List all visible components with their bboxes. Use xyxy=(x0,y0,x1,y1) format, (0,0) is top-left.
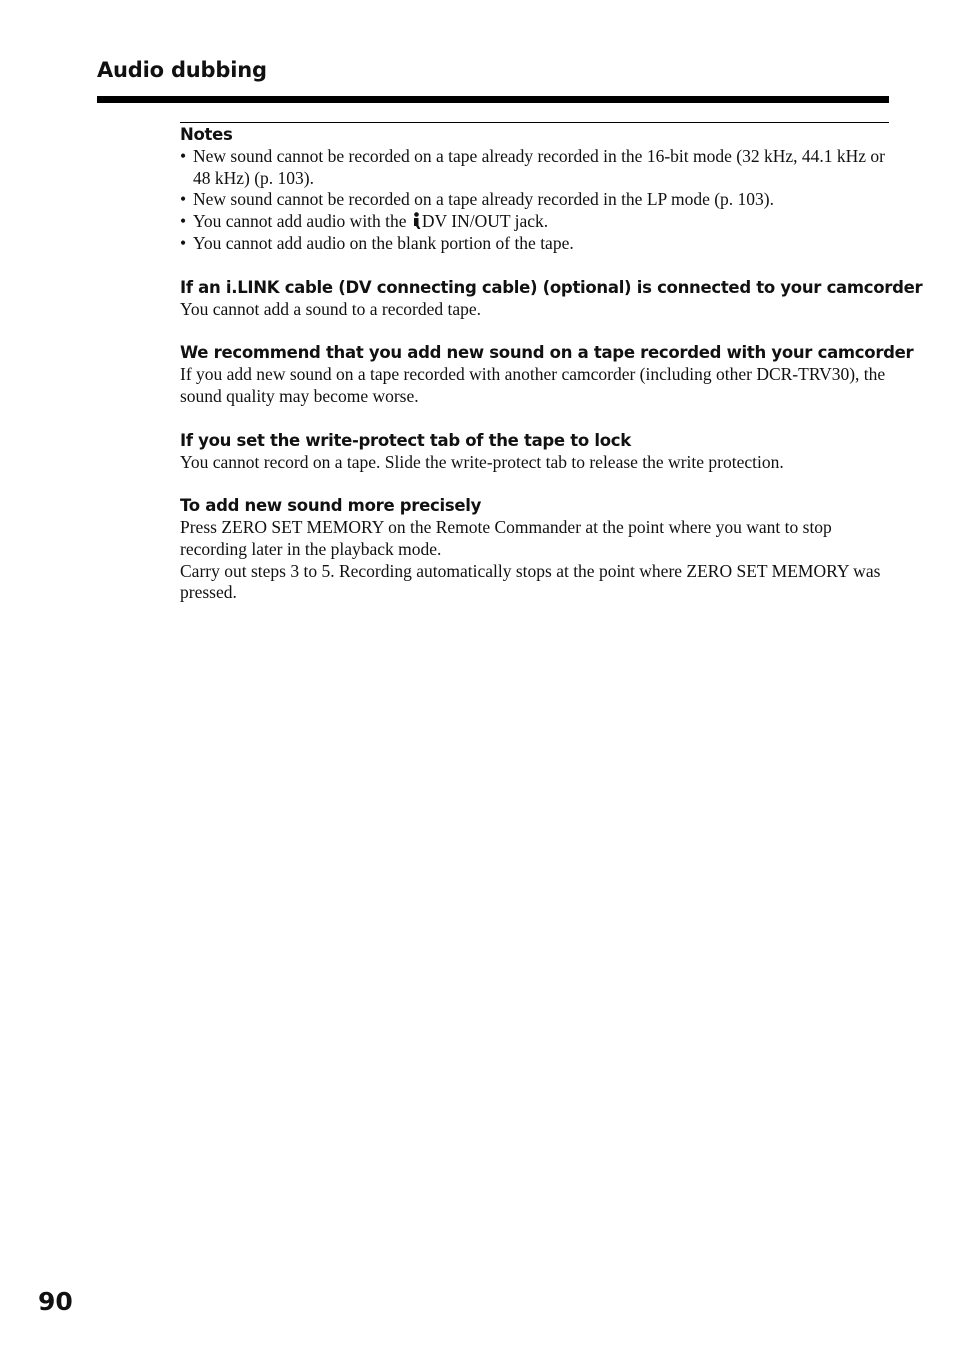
bullet: • xyxy=(180,232,187,253)
section-write-protect xyxy=(180,430,889,474)
section-heading: We recommend that you add new sound on a tape recorded with your camcorder xyxy=(180,343,914,363)
list-item: • New sound cannot be recorded on a tape already recorded in the LP mode (p. 103). xyxy=(180,189,775,210)
section-text: You cannot record on a tape. Slide the write-protect tab to release the write protection. xyxy=(180,451,784,472)
notes-list xyxy=(180,146,889,255)
section-text: Carry out steps 3 to 5. Recording automatically stops at the point where ZERO SET MEMORY was pressed. xyxy=(180,560,881,603)
bullet: • xyxy=(180,211,187,232)
page-title: Audio dubbing xyxy=(97,58,267,82)
bullet: • xyxy=(180,146,187,166)
section-text: If you add new sound on a tape recorded with another camcorder (including other DCR-TRV30), the sound quality may become worse. xyxy=(180,364,886,406)
section-text: Press ZERO SET MEMORY on the Remote Commander at the point where you want to stop recording later in the playback mode. xyxy=(180,517,832,560)
section-heading: If you set the write-protect tab of the tape to lock xyxy=(180,430,631,450)
list-item: • You cannot add audio with the DV IN/OUT jack. xyxy=(180,211,549,232)
i-link-icon xyxy=(412,212,421,229)
section-text: You cannot add a sound to a recorded tape. xyxy=(180,298,481,319)
section-recommend xyxy=(180,342,914,407)
list-item: • You cannot add audio on the blank portion of the tape. xyxy=(180,232,574,253)
section-heading: If an i.LINK cable (DV connecting cable) (optional) is connected to your camcorder xyxy=(180,277,923,297)
title-rule xyxy=(97,96,889,103)
section-precise xyxy=(180,495,889,604)
list-item: • New sound cannot be recorded on a tape already recorded in the 16-bit mode (32 kHz, 44.1 kHz or 48 kHz) (p. 103). xyxy=(180,146,885,188)
section-heading: To add new sound more precisely xyxy=(180,496,482,516)
page-number: 90 xyxy=(38,1287,73,1316)
bullet: • xyxy=(180,189,187,210)
content xyxy=(180,122,923,604)
notes-heading: Notes xyxy=(180,125,233,144)
section-ilink-cable xyxy=(180,277,923,321)
